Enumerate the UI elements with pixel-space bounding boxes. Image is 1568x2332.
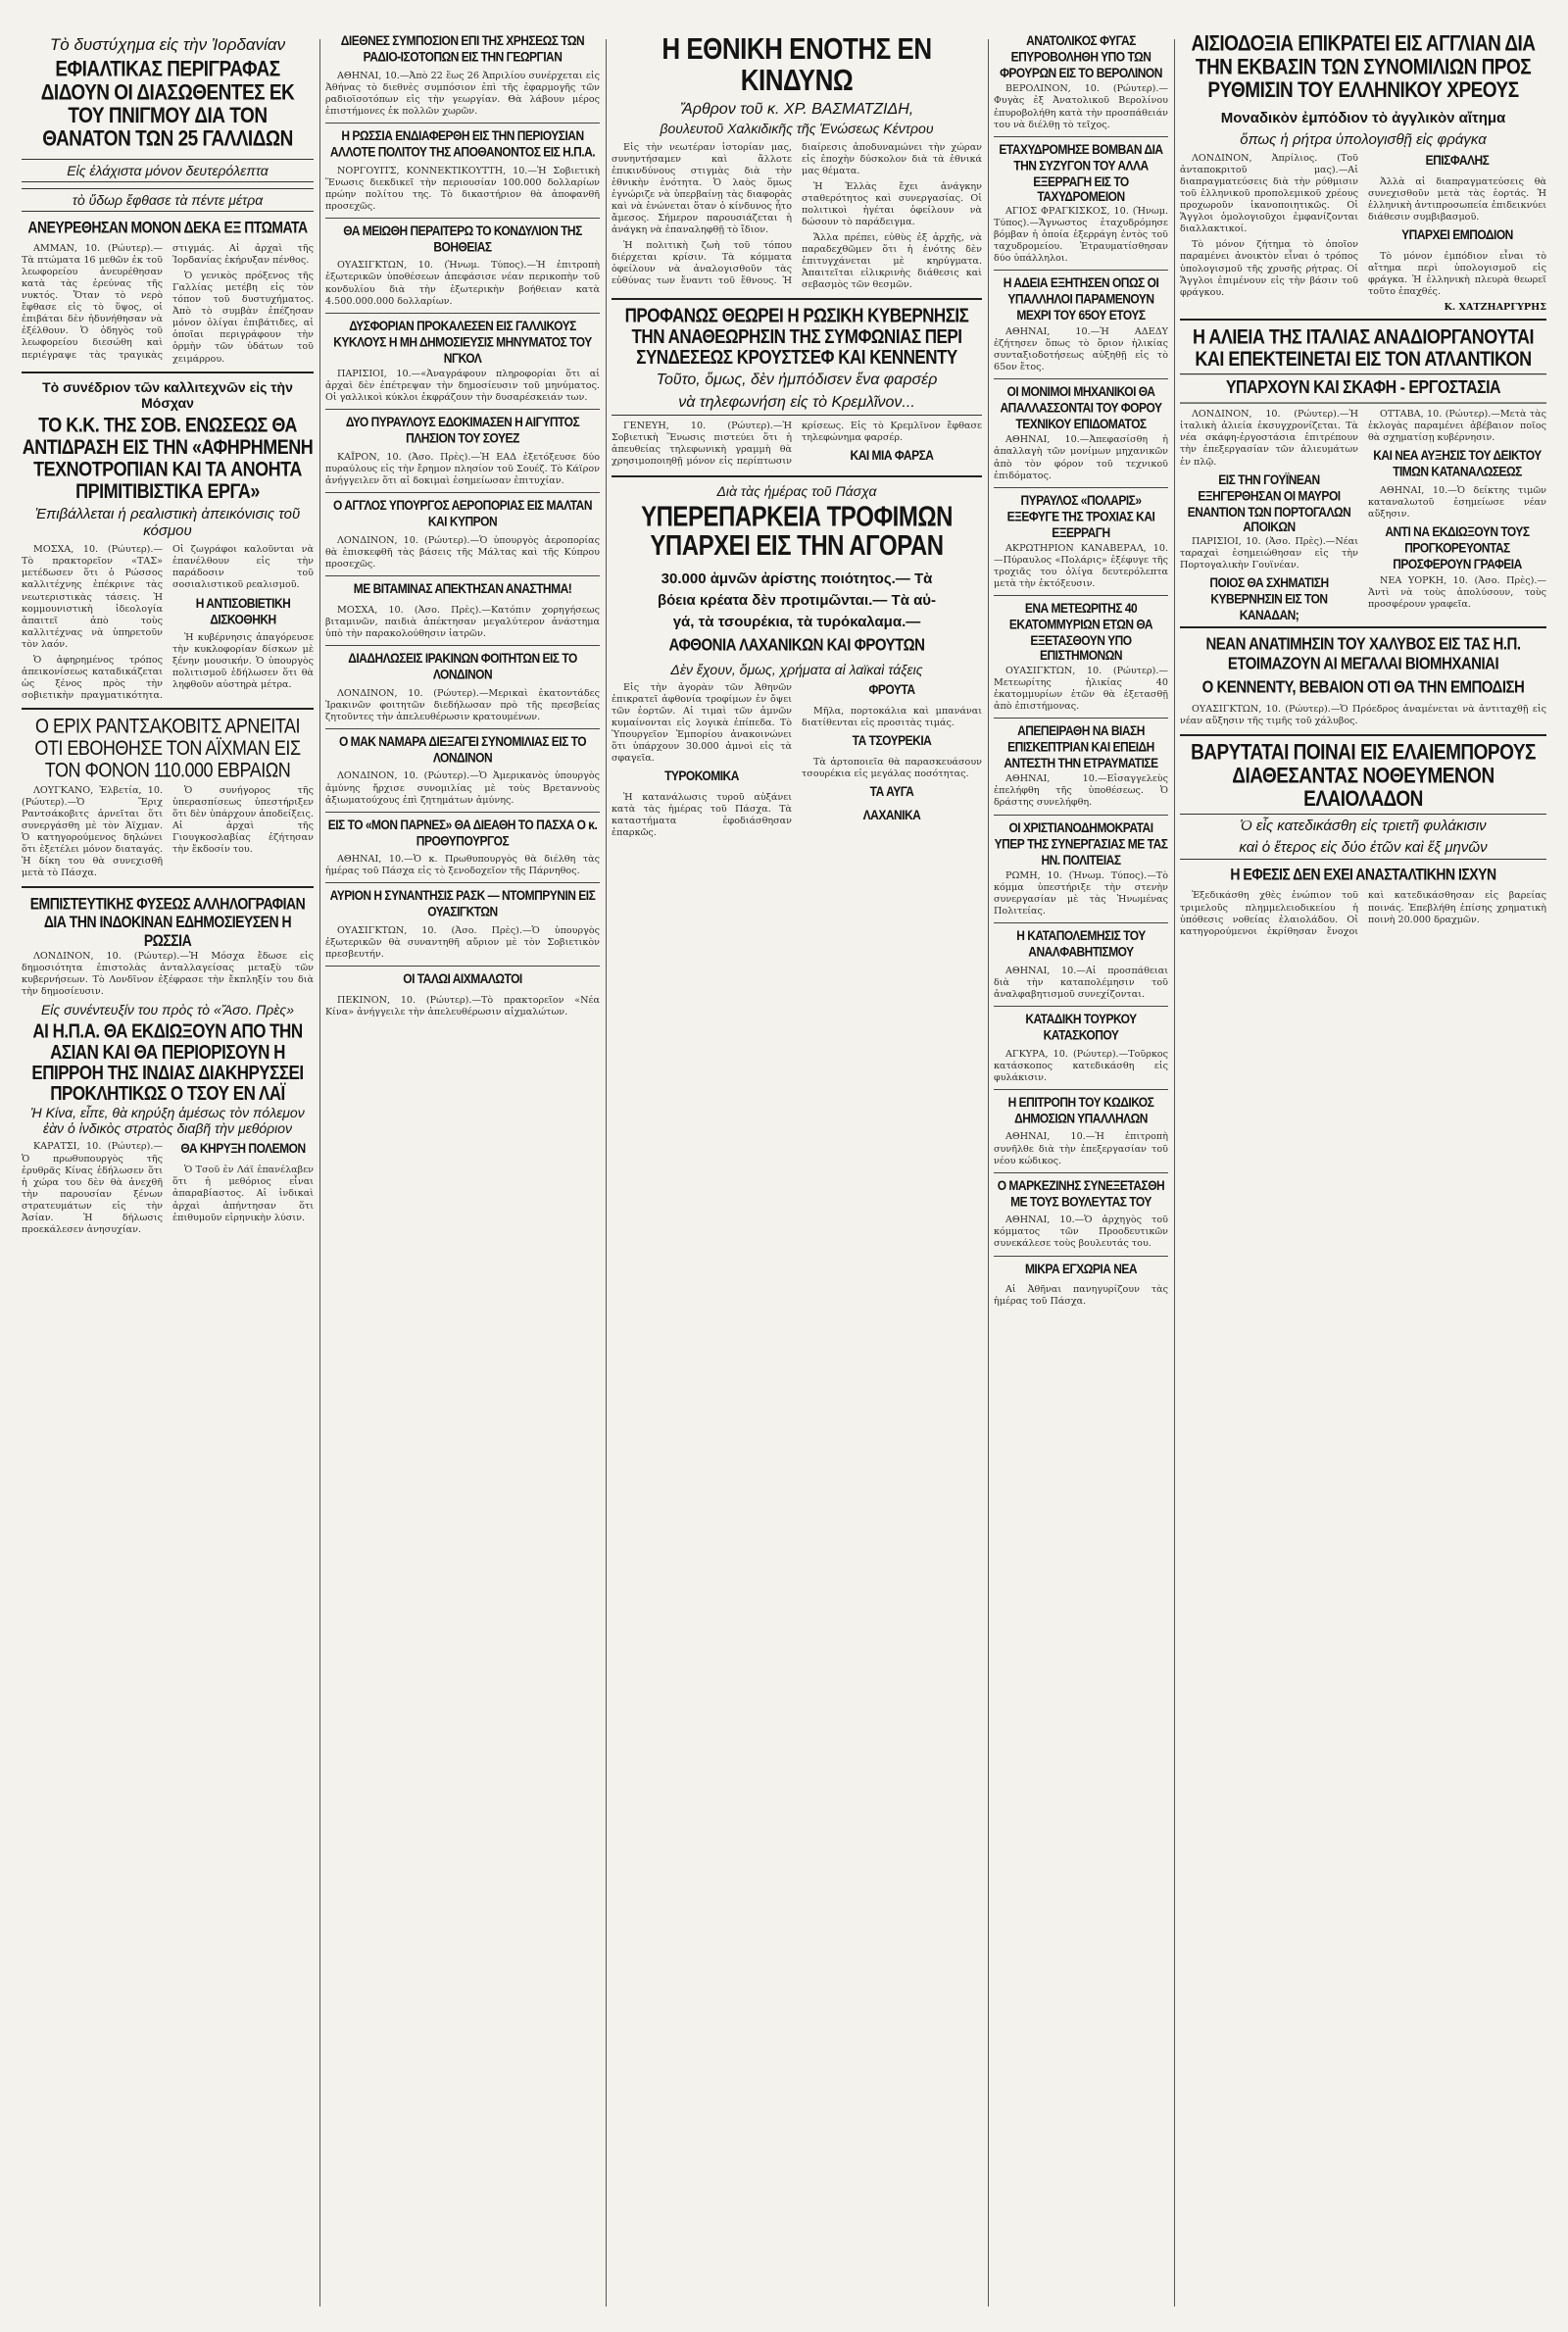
article-signature: Κ. ΧΑΤΖΗΑΡΓΥΡΗΣ xyxy=(1444,302,1546,314)
article-subhead: ΕΠΙΣΦΑΛΗΣ xyxy=(1425,151,1490,169)
article-body: Εἰς τὴν νεωτέραν ἱστορίαν μας, συνηντήσαμεν καὶ ἄλλοτε ἐπικινδύνους στιγμὰς διὰ τὴν ἐθνικὴν ἑνότητα. Ὁ λαὸς ὅμως ἐγνώριζε νὰ ὑπερβαίνῃ τὰς διαφορὰς καὶ νὰ ἑνώνεται ὅταν ὁ κίνδυνος ἦτο ἄμεσος. Σήμερον παρουσιάζεται ἡ ἀνάγκη νὰ ἐπαναληφθῇ τὸ ἴδιον. xyxy=(612,141,792,236)
article-deck: Μοναδικὸν ἐμπόδιον τὸ ἀγγλικὸν αἴτημα xyxy=(1220,109,1506,126)
article-body: ΛΟΝΔΙΝΟΝ, 10. (Ρώυτερ).—Ἡ Μόσχα ἔδωσε εἰς δημοσιότητα ἐπιστολὰς ἀνταλλαγείσας μεταξὺ τῶν κυβερνήσεων. Τὸ Λονδῖνον ἐξέφρασε τὴν ἔκπληξίν του διὰ τὴν δημοσίευσιν. xyxy=(22,950,314,998)
article-body: Ἡ κυβέρνησις ἀπαγόρευσε τὴν κυκλοφορίαν δίσκων μὲ ξένην μουσικήν. Ὁ ὑπουργὸς πολιτισμοῦ ἐδήλωσεν ὅτι θὰ ληφθοῦν αὐστηρὰ μέτρα. xyxy=(172,632,314,691)
article-body: ΛΟΝΔΙΝΟΝ, Ἀπρίλιος. (Τοῦ ἀνταποκριτοῦ μας).—Αἱ διαπραγματεύσεις διὰ τὴν ρύθμισιν τοῦ ἑλληνικοῦ προπολεμικοῦ χρέους προχωροῦν ἱκανοποιητικῶς. Οἱ Ἄγγλοι ὁμολογιοῦχοι ἐμφανίζονται διαλλακτικοί. xyxy=(1180,152,1358,235)
article-kicker: Τὸ συνέδριον τῶν καλλιτεχνῶν εἰς τὴν Μόσχαν xyxy=(42,378,293,411)
article-deck: 30.000 ἀμνῶν ἀρίστης ποιότητος.— Τὰ xyxy=(661,570,933,587)
article-deck: Ὁ εἷς κατεδικάσθη εἰς τριετῆ φυλάκισιν xyxy=(1180,814,1546,834)
article-headline: ΠΥΡΑΥΛΟΣ «ΠΟΛΑΡΙΣ» ΕΞΕΦΥΓΕ ΤΗΣ ΤΡΟΧΙΑΣ ΚΑΙ ΕΞΕΡΡΑΓΗ xyxy=(1006,491,1155,540)
article-body: Ἐξεδικάσθη χθὲς ἐνώπιον τοῦ τριμελοῦς πλημμελειοδικείου ἡ ὑπόθεσις νοθείας ἐλαιολάδου. Οἱ κατηγορούμενοι ἐκρίθησαν ἔνοχοι καὶ κατεδικάσθησαν εἰς βαρείας ποινάς. Ἐπεβλήθη ἐπίσης χρηματικὴ ποινὴ 20.000 δραχμῶν. xyxy=(1180,890,1546,937)
article-body: ΟΥΑΣΙΓΚΤΩΝ, 10. (Ἡνωμ. Τύπος).—Ἡ ἐπιτροπὴ ἐξωτερικῶν ὑποθέσεων ἀπεφάσισε νέαν περικοπὴν τοῦ κονδυλίου διὰ τὴν ἐξωτερικὴν βοήθειαν κατὰ 4.500.000.000 δολλαρίων. xyxy=(325,260,600,307)
article-headline: ΚΑΤΑΔΙΚΗ ΤΟΥΡΚΟΥ ΚΑΤΑΣΚΟΠΟΥ xyxy=(1025,1010,1137,1043)
article-deck: νὰ τηλεφωνήση εἰς τὸ Κρεμλῖνον... xyxy=(612,394,982,416)
article-headline: ΕΝΑ ΜΕΤΕΩΡΙΤΗΣ 40 ΕΚΑΤΟΜΜΥΡΙΩΝ ΕΤΩΝ ΘΑ ΕΞΕΤΑΣΘΟΥΝ ΥΠΟ ΕΠΙΣΤΗΜΟΝΩΝ xyxy=(1008,600,1153,665)
article-body: Μῆλα, πορτοκάλια καὶ μπανάναι διατίθενται εἰς προσιτὰς τιμάς. xyxy=(802,705,982,728)
article-subhead: Η ΕΦΕΣΙΣ ΔΕΝ ΕΧΕΙ ΑΝΑΣΤΑΛΤΙΚΗΝ ΙΣΧΥΝ xyxy=(1230,865,1496,884)
article-subhead: ΘΑ ΚΗΡΥΞΗ ΠΟΛΕΜΟΝ xyxy=(180,1140,306,1157)
article-body: ΑΓΚΥΡΑ, 10. (Ρώυτερ).—Τοῦρκος κατάσκοπος κατεδικάσθη εἰς φυλάκισιν. xyxy=(994,1048,1168,1083)
article-body: ΝΟΡΓΟΥΙΤΣ, ΚΟΝΝΕΚΤΙΚΟΥΤΤΗ, 10.—Ἡ Σοβιετικὴ Ἕνωσις διεκδικεῖ τὴν περιουσίαν 100.000 δολλαρίων πρώην πολίτου της. Τὸ δικαστήριον θὰ ἀποφανθῆ προσεχῶς. xyxy=(325,165,600,212)
article-body: ΚΑΡΑΤΣΙ, 10. (Ρώυτερ).—Ὁ πρωθυπουργὸς τῆς ἐρυθρᾶς Κίνας ἐδήλωσεν ὅτι ἡ χώρα του δὲν θὰ ἀνεχθῆ τὴν παρουσίαν ξένων στρατευμάτων εἰς τὴν Ἀσίαν. Ἡ δήλωσις προεκάλεσεν ἀνησυχίαν. xyxy=(22,1141,163,1236)
article-headline: Η ΚΑΤΑΠΟΛΕΜΗΣΙΣ ΤΟΥ ΑΝΑΛΦΑΒΗΤΙΣΜΟΥ xyxy=(1016,927,1146,960)
article-body: ΒΕΡΟΛΙΝΟΝ, 10. (Ρώυτερ).—Φυγὰς ἐξ Ἀνατολικοῦ Βερολίνου ἐπυροβολήθη κατὰ τὴν προσπάθειάν του νὰ διέλθῃ τὸ τεῖχος. xyxy=(994,83,1168,130)
article-deck: ὅπως ἡ ρήτρα ὑπολογισθῇ εἰς φράγκα xyxy=(1240,130,1487,148)
article-deck: βόεια κρέατα δὲν προτιμῶνται.— Τὰ αὐ- xyxy=(657,591,937,609)
article-headline: ΟΙ ΧΡΙΣΤΙΑΝΟΔΗΜΟΚΡΑΤΑΙ ΥΠΕΡ ΤΗΣ ΣΥΝΕΡΓΑΣΙΑΣ ΜΕ ΤΑΣ ΗΝ. ΠΟΛΙΤΕΙΑΣ xyxy=(994,819,1168,868)
article-deck: Ἐπιβάλλεται ἡ ρεαλιστικὴ ἀπεικόνισις τοῦ κόσμου xyxy=(34,506,301,540)
column-rule xyxy=(1174,39,1175,2307)
article-headline: Η ΑΔΕΙΑ ΕΞΗΤΗΣΕΝ ΟΠΩΣ ΟΙ ΥΠΑΛΛΗΛΟΙ ΠΑΡΑΜΕΝΟΥΝ ΜΕΧΡΙ ΤΟΥ 65ΟΥ ΕΤΟΥΣ xyxy=(1003,274,1159,323)
article-body: ΛΟΝΔΙΝΟΝ, 10. (Ρώυτερ).—Ὁ ὑπουργὸς ἀεροπορίας θὰ ἐπισκεφθῆ τὰς βάσεις τῆς Μάλτας καὶ τῆς Κύπρου προσεχῶς. xyxy=(325,534,600,570)
article-body: Ἡ κατανάλωσις τυροῦ αὐξάνει κατὰ τὰς ἡμέρας τοῦ Πάσχα. Τὰ καταστήματα ἐφοδιάσθησαν ἐπαρκῶς. xyxy=(612,792,792,839)
article-subhead: Η ΑΝΤΙΣΟΒΙΕΤΙΚΗ ΔΙΣΚΟΘΗΚΗ xyxy=(195,594,291,627)
article-byline: Ἄρθρον τοῦ κ. ΧΡ. ΒΑΣΜΑΤΖΙΔΗ, xyxy=(679,100,914,118)
article-body: ΛΟΝΔΙΝΟΝ, 10. (Ρώυτερ).—Ἡ ἰταλικὴ ἁλιεία ἐκσυγχρονίζεται. Τὰ νέα σκάφη-ἐργοστάσια ἐπιτρέπουν τὴν ἐπεξεργασίαν τῶν ἁλιευμάτων ἐν πλῷ. xyxy=(1180,409,1358,468)
article-headline: ΥΠΕΡΕΠΑΡΚΕΙΑ ΤΡΟΦΙΜΩΝ ΥΠΑΡΧΕΙ ΕΙΣ ΤΗΝ ΑΓΟΡΑΝ xyxy=(641,502,953,563)
column-rule xyxy=(319,39,320,2307)
article-body: ΠΑΡΙΣΙΟΙ, 10. (Ἀσο. Πρὲς).—Νέαι ταραχαὶ ἐσημειώθησαν εἰς τὴν Πορτογαλικὴν Γουϊνέαν. xyxy=(1180,535,1358,571)
article-headline: ΠΡΟΦΑΝΩΣ ΘΕΩΡΕΙ Η ΡΩΣΙΚΗ ΚΥΒΕΡΝΗΣΙΣ ΤΗΝ ΑΝΑΘΕΩΡΗΣΙΝ ΤΗΣ ΣΥΜΦΩΝΙΑΣ ΠΕΡΙ ΣΥΝΔΕΣΕΩΣ ΚΡΟΥΣΤΣΕΦ ΚΑΙ ΚΕΝΝΕΝΤΥ xyxy=(624,304,969,368)
article-subhead: ΑΝΕΥΡΕΘΗΣΑΝ ΜΟΝΟΝ ΔΕΚΑ ΕΞ ΠΤΩΜΑΤΑ xyxy=(27,217,308,236)
article-body: ΠΕΚΙΝΟΝ, 10. (Ρώυτερ).—Τὸ πρακτορεῖον «Νέα Κίνα» ἀνήγγειλε τὴν ἀπελευθέρωσιν αἰχμαλώτων. xyxy=(325,995,600,1018)
article-headline: ΑΥΡΙΟΝ Η ΣΥΝΑΝΤΗΣΙΣ ΡΑΣΚ — ΝΤΟΜΠΡΥΝΙΝ ΕΙΣ ΟΥΑΣΙΓΚΤΩΝ xyxy=(329,887,596,920)
article-headline: Ο ΕΡΙΧ ΡΑΝΤΣΑΚΟΒΙΤΣ ΑΡΝΕΙΤΑΙ ΟΤΙ ΕΒΟΗΘΗΣΕ ΤΟΝ ΑΪΧΜΑΝ ΕΙΣ ΤΟΝ ΦΟΝΟΝ 110.000 ΕΒΡΑΙΩΝ xyxy=(34,715,301,782)
article-headline: Ο ΑΓΓΛΟΣ ΥΠΟΥΡΓΟΣ ΑΕΡΟΠΟΡΙΑΣ ΕΙΣ ΜΑΛΤΑΝ ΚΑΙ ΚΥΠΡΟΝ xyxy=(332,496,593,529)
article-kicker: Διὰ τὰς ἡμέρας τοῦ Πάσχα xyxy=(716,483,877,500)
article-body: ΑΘΗΝΑΙ, 10.—Εἰσαγγελεὺς ἐπελήφθη τῆς ὑποθέσεως. Ὁ δράστης συνελήφθη. xyxy=(994,773,1168,809)
article-deck: Ἡ Κίνα, εἶπε, θὰ κηρύξη ἀμέσως τὸν πόλεμον ἐὰν ὁ ἰνδικὸς στρατὸς διαβῆ τὴν μεθόριον xyxy=(30,1105,305,1137)
article-headline: ΕΤΑΧΥΔΡΟΜΗΣΕ ΒΟΜΒΑΝ ΔΙΑ ΤΗΝ ΣΥΖΥΓΟΝ ΤΟΥ ΑΛΛΑ ΕΞΕΡΡΑΓΗ ΕΙΣ ΤΟ ΤΑΧΥΔΡΟΜΕΙΟΝ xyxy=(999,140,1163,205)
article-deck: ΥΠΑΡΧΟΥΝ ΚΑΙ ΣΚΑΦΗ - ΕΡΓΟΣΤΑΣΙΑ xyxy=(1180,373,1546,404)
article-body: ΛΟΥΓΚΑΝΟ, Ἑλβετία, 10. (Ρώυτερ).—Ὁ Ἔριχ Ραντσάκοβιτς ἀρνεῖται ὅτι συνεργάσθη μὲ τὸν Ἀϊχμαν. Ὁ κατηγορούμενος δηλώνει ὅτι ἐξετέλει μόνον διαταγάς. Ἡ δίκη του θὰ συνεχισθῆ μετὰ τὸ Πάσχα. xyxy=(22,784,163,879)
column-2 xyxy=(325,33,600,2312)
article-body: Ἀλλὰ αἱ διαπραγματεύσεις θὰ συνεχισθοῦν μετὰ τὰς ἑορτάς. Ἡ ἑλληνικὴ ἀντιπροσωπεία ἐπιδεικνύει διάθεσιν συμβιβασμοῦ. xyxy=(1368,175,1546,223)
article-headline: Ο ΜΑΡΚΕΖΙΝΗΣ ΣΥΝΕΞΕΤΑΣΘΗ ΜΕ ΤΟΥΣ ΒΟΥΛΕΥΤΑΣ ΤΟΥ xyxy=(997,1176,1165,1210)
article-body: Τὸ μόνον ζήτημα τὸ ὁποῖον παραμένει ἀνοικτὸν εἶναι ὁ τρόπος ὑπολογισμοῦ τῆς χρυσῆς ρήτρας. Οἱ Ἄγγλοι ἐπιμένουν εἰς τὴν βάσιν τοῦ φράγκου. xyxy=(1180,239,1358,298)
article-headline: ΕΙΣ ΤΟ «ΜΟΝ ΠΑΡΝΕΣ» ΘΑ ΔΙΕΑΘΗ ΤΟ ΠΑΣΧΑ Ο κ. ΠΡΟΘΥΠΟΥΡΓΟΣ xyxy=(327,816,598,849)
article-body: Τὰ ἀρτοποιεῖα θὰ παρασκευάσουν τσουρέκια εἰς μεγάλας ποσότητας. xyxy=(802,756,982,779)
article-headline: ΔΥΟ ΠΥΡΑΥΛΟΥΣ ΕΔΟΚΙΜΑΣΕΝ Η ΑΙΓΥΠΤΟΣ ΠΛΗΣΙΟΝ ΤΟΥ ΣΟΥΕΖ xyxy=(345,414,580,446)
article-body: ΑΘΗΝΑΙ, 10.—Ὁ δείκτης τιμῶν καταναλωτοῦ ἐσημείωσε νέαν αὔξησιν. xyxy=(1368,485,1546,521)
article-body: ΝΕΑ ΥΟΡΚΗ, 10. (Ἀσο. Πρὲς).—Ἀντὶ νὰ τοὺς ἀπολύσουν, τοὺς προσφέρουν γραφεῖα. xyxy=(1368,574,1546,610)
article-headline: ΟΙ ΜΟΝΙΜΟΙ ΜΗΧΑΝΙΚΟΙ ΘΑ ΑΠΑΛΛΑΣΣΟΝΤΑΙ ΤΟΥ ΦΟΡΟΥ ΤΕΧΝΙΚΟΥ ΕΠΙΔΟΜΑΤΟΣ xyxy=(1000,382,1162,431)
article-body: Ἡ Ἑλλὰς ἔχει ἀνάγκην σταθερότητος καὶ συνεργασίας. Οἱ πολιτικοὶ ἡγέται ὀφείλουν νὰ δώσουν τὸ παράδειγμα. xyxy=(802,180,982,228)
article-body: ΓΕΝΕΥΗ, 10. (Ρώυτερ).—Ἡ Σοβιετικὴ Ἕνωσις πιστεύει ὅτι ἡ ἀπευθείας τηλεφωνικὴ γραμμὴ θὰ χρησιμοποιηθῇ μόνον εἰς περίπτωσιν κρίσεως. Εἰς τὸ Κρεμλῖνον ἔφθασε τηλεφώνημα φαρσέρ. xyxy=(612,421,982,468)
article-body: Ὁ Τσοῦ ἐν Λάϊ ἐπανέλαβεν ὅτι ἡ μεθόριος εἶναι ἀπαραβίαστος. Αἱ ἰνδικαὶ ἀρχαὶ ἀπήντησαν ὅτι ἐπιθυμοῦν εἰρηνικὴν λύσιν. xyxy=(172,1165,314,1223)
article-body: ΑΘΗΝΑΙ, 10.—Αἱ προσπάθειαι διὰ τὴν καταπολέμησιν τοῦ ἀναλφαβητισμοῦ συνεχίζονται. xyxy=(994,965,1168,1000)
article-subhead: ΤΑ ΤΣΟΥΡΕΚΙΑ xyxy=(852,731,932,749)
article-deck: Ο ΚΕΝΝΕΝΤΥ, ΒΕΒΑΙΟΝ ΟΤΙ ΘΑ ΤΗΝ ΕΜΠΟΔΙΣΗ xyxy=(1201,677,1525,698)
article-subhead: ΚΑΙ ΜΙΑ ΦΑΡΣΑ xyxy=(850,447,934,464)
column-3 xyxy=(612,33,982,2312)
article-headline: ΔΥΣΦΟΡΙΑΝ ΠΡΟΚΑΛΕΣΕΝ ΕΙΣ ΓΑΛΛΙΚΟΥΣ ΚΥΚΛΟΥΣ Η ΜΗ ΔΗΜΟΣΙΕΥΣΙΣ ΜΗΝΥΜΑΤΟΣ ΤΟΥ ΝΓΚΟΛ xyxy=(333,317,592,366)
column-rule xyxy=(988,39,989,2307)
article-body: ΚΑΪΡΟΝ, 10. (Ἀσο. Πρὲς).—Ἡ ΕΑΔ ἐξετόξευσε δύο πυραύλους εἰς τὴν ἔρημον πλησίον τοῦ Σουέζ. Τὸ Κάϊρον ἀνήγγειλεν ὅτι αἱ δοκιμαὶ ἐσημείωσαν ἐπιτυχίαν. xyxy=(325,451,600,487)
article-kicker: Εἰς συνέντευξίν του πρὸς τὸ «Ἄσο. Πρὲς» xyxy=(40,1002,295,1018)
article-body: Ὁ συνήγορος τῆς ὑπερασπίσεως ὑπεστήριξεν ὅτι δὲν ὑπάρχουν ἀποδείξεις. Αἱ ἀρχαὶ τῆς Γιουγκοσλαβίας ἐζήτησαν τὴν ἔκδοσίν του. xyxy=(172,784,314,856)
article-body: Αἱ Ἀθῆναι πανηγυρίζουν τὰς ἡμέρας τοῦ Πάσχα. xyxy=(994,1284,1168,1308)
column-rule xyxy=(606,39,607,2307)
column-5 xyxy=(1180,33,1546,2312)
article-subhead: ΤΥΡΟΚΟΜΙΚΑ xyxy=(664,768,739,784)
article-headline: ΤΟ Κ.Κ. ΤΗΣ ΣΟΒ. ΕΝΩΣΕΩΣ ΘΑ ΑΝΤΙΔΡΑΣΗ ΕΙΣ ΤΗΝ «ΑΦΗΡΗΜΕΝΗ ΤΕΧΝΟΤΡΟΠΙΑΝ ΚΑΙ ΤΑ ΑΝΟΗΤΑ ΠΡΙΜΙΤΙΒΙΣΤΙΚΑ ΕΡΓΑ» xyxy=(22,413,314,502)
article-body: ΟΥΑΣΙΓΚΤΩΝ, 10. (Ρώυτερ).—Ὁ Πρόεδρος ἀναμένεται νὰ ἀντιταχθῇ εἰς νέαν αὔξησιν τῆς τιμῆς τοῦ χάλυβος. xyxy=(1180,704,1546,727)
column-4 xyxy=(994,33,1168,2312)
article-deck: γά, τὰ τσουρέκια, τὰ τυρόκαλαμα.— xyxy=(672,613,921,630)
article-body: ΛΟΝΔΙΝΟΝ, 10. (Ρώυτερ).—Ὁ Ἀμερικανὸς ὑπουργὸς ἀμύνης ἤρχισε συνομιλίας μὲ τοὺς Βρεταννοὺς ἀξιωματούχους ἐπὶ ζητημάτων ἀμύνης. xyxy=(325,770,600,806)
article-deck: Τοῦτο, ὅμως, δὲν ἠμπόδισεν ἕνα φαρσέρ xyxy=(656,372,938,389)
article-subhead: ΦΡΟΥΤΑ xyxy=(868,680,915,698)
article-body: ΑΘΗΝΑΙ, 10.—Ὁ ἀρχηγὸς τοῦ κόμματος τῶν Προοδευτικῶν συνεκάλεσε τοὺς βουλευτάς του. xyxy=(994,1215,1168,1250)
article-byline: βουλευτοῦ Χαλκιδικῆς τῆς Ἑνώσεως Κέντρου xyxy=(660,120,934,136)
article-body: Τὸ μόνον ἐμπόδιον εἶναι τὸ αἴτημα περὶ ὑπολογισμοῦ εἰς φράγκα. Ἡ ἑλληνικὴ πλευρὰ θεωρεῖ τοῦτο ἐπαχθές. xyxy=(1368,250,1546,297)
article-deck: καὶ ὁ ἕτερος εἰς δύο ἐτῶν καὶ ἕξ μηνῶν xyxy=(1180,839,1546,860)
article-body: ΑΘΗΝΑΙ, 10.—Ὁ κ. Πρωθυπουργὸς θὰ διέλθη τὰς ἡμέρας τοῦ Πάσχα εἰς τὸ ξενοδοχεῖον τῆς Πάρνηθος. xyxy=(325,854,600,877)
article-headline: ΜΙΚΡΑ ΕΓΧΩΡΙΑ ΝΕΑ xyxy=(1024,1260,1138,1276)
article-headline: ΔΙΑΔΗΛΩΣΕΙΣ ΙΡΑΚΙΝΩΝ ΦΟΙΤΗΤΩΝ ΕΙΣ ΤΟ ΛΟΝΔΙΝΟΝ xyxy=(348,649,577,682)
article-body: ΑΘΗΝΑΙ, 10.—Ἡ ΑΔΕΔΥ ἐζήτησεν ὅπως τὸ ὅριον ἡλικίας συνταξιοδοτήσεως αὐξηθῇ εἰς τὸ 65ον ἔτος. xyxy=(994,325,1168,372)
column-1 xyxy=(22,33,314,2312)
article-headline: ΚΑΙ ΝΕΑ ΑΥΞΗΣΙΣ ΤΟΥ ΔΕΙΚΤΟΥ ΤΙΜΩΝ ΚΑΤΑΝΑΛΩΣΕΩΣ xyxy=(1373,447,1542,480)
article-body: ΑΓΙΟΣ ΦΡΑΓΚΙΣΚΟΣ, 10. (Ἡνωμ. Τύπος).—Ἄγνωστος ἐταχυδρόμησε βόμβαν ἡ ὁποία ἐξερράγη ἐντὸς τοῦ ταχυδρομείου. Ἐτραυματίσθησαν δύο ὑπάλληλοι. xyxy=(994,205,1168,265)
article-headline: ΟΙ ΤΑΛΩΙ ΑΙΧΜΑΛΩΤΟΙ xyxy=(403,970,522,987)
article-deck: τὸ ὕδωρ ἔφθασε τὰ πέντε μέτρα xyxy=(22,188,314,212)
article-body: Εἰς τὴν ἀγορὰν τῶν Ἀθηνῶν ἐπικρατεῖ ἀφθονία τροφίμων ἐν ὄψει τῶν ἑορτῶν. Αἱ τιμαὶ τῶν ἀμνῶν κυμαίνονται εἰς λογικὰ ἐπίπεδα. Τὸ Ὑπουργεῖον Ἐμπορίου ἀνακοινώνει ὅτι ὑπάρχουν 30.000 ἀμνοὶ εἰς τὰ σφαγεῖα. xyxy=(612,681,792,765)
article-body: ΜΟΣΧΑ, 10. (Ἀσο. Πρὲς).—Κατόπιν χορηγήσεως βιταμινῶν, παιδιὰ ἀπέκτησαν μεγαλύτερον ἀνάστημα ὑπὸ τὴν παρακολούθησιν ἰατρῶν. xyxy=(325,604,600,639)
article-body: ΑΚΡΩΤΗΡΙΟΝ ΚΑΝΑΒΕΡΑΛ, 10.—Πύραυλος «Πολάρις» ἐξέφυγε τῆς τροχιᾶς του ὀλίγα δευτερόλεπτα μετὰ τὴν ἐκτόξευσιν. xyxy=(994,543,1168,590)
article-headline: ΑΝΑΤΟΛΙΚΟΣ ΦΥΓΑΣ ΕΠΥΡΟΒΟΛΗΘΗ ΥΠΟ ΤΩΝ ΦΡΟΥΡΩΝ ΕΙΣ ΤΟ ΒΕΡΟΛΙΝΟΝ xyxy=(1000,33,1162,80)
article-headline: ΔΙΕΘΝΕΣ ΣΥΜΠΟΣΙΟΝ ΕΠΙ ΤΗΣ ΧΡΗΣΕΩΣ ΤΩΝ ΡΑΔΙΟ-ΙΣΟΤΟΠΩΝ ΕΙΣ ΤΗΝ ΓΕΩΡΓΙΑΝ xyxy=(340,33,585,65)
article-headline: ΑΝΤΙ ΝΑ ΕΚΔΙΩΞΟΥΝ ΤΟΥΣ ΠΡΟΓΚΟΡΕΥΟΝΤΑΣ ΠΡΟΣΦΕΡΟΥΝ ΓΡΑΦΕΙΑ xyxy=(1385,523,1530,572)
article-headline: ΕΜΠΙΣΤΕΥΤΙΚΗΣ ΦΥΣΕΩΣ ΑΛΛΗΛΟΓΡΑΦΙΑΝ ΔΙΑ ΤΗΝ ΙΝΔΟΚΙΝΑΝ ΕΔΗΜΟΣΙΕΥΣΕΝ Η ΡΩΣΣΙΑ xyxy=(29,893,306,950)
article-headline: ΝΕΑΝ ΑΝΑΤΙΜΗΣΙΝ ΤΟΥ ΧΑΛΥΒΟΣ ΕΙΣ ΤΑΣ Η.Π. ΕΤΟΙΜΑΖΟΥΝ ΑΙ ΜΕΓΑΛΑΙ ΒΙΟΜΗΧΑΝΙΑΙ xyxy=(1205,633,1521,674)
article-headline: Η ΡΩΣΣΙΑ ΕΝΔΙΑΦΕΡΘΗ ΕΙΣ ΤΗΝ ΠΕΡΙΟΥΣΙΑΝ ΑΛΛΟΤΕ ΠΟΛΙΤΟΥ ΤΗΣ ΑΠΟΘΑΝΟΝΤΟΣ ΕΙΣ Η.Π.Α. xyxy=(329,126,596,160)
article-body: ΜΟΣΧΑ, 10. (Ρώυτερ).— Τὸ πρακτορεῖον «ΤΑΣ» μετέδωσεν ὅτι ὁ Ρώσσος καλλιτέχνης ἐπέκρινε τὰς νεωτεριστικὰς τάσεις. Ἡ κομμουνιστικὴ ἰδεολογία ἀπαιτεῖ ἀπὸ τοὺς καλλιτέχνας νὰ ὑπηρετοῦν τὸν λαόν. xyxy=(22,544,163,650)
article-body: Ὁ ἀφηρημένος τρόπος ἀπεικονίσεως καταδικάζεται ὡς ξένος πρὸς τὴν σοβιετικὴν πραγματικότητα. Οἱ ζωγράφοι καλοῦνται νὰ ἐπανέλθουν εἰς τὴν παράδοσιν τοῦ σοσιαλιστικοῦ ρεαλισμοῦ. xyxy=(22,544,314,702)
article-headline: Η ΑΛΙΕΙΑ ΤΗΣ ΙΤΑΛΙΑΣ ΑΝΑΔΙΟΡΓΑΝΟΥΤΑΙ ΚΑΙ ΕΠΕΚΤΕΙΝΕΤΑΙ ΕΙΣ ΤΟΝ ΑΤΛΑΝΤΙΚΟΝ xyxy=(1193,324,1534,371)
article-deck: Εἰς ἐλάχιστα μόνον δευτερόλεπτα xyxy=(22,159,314,182)
article-body: Ὁ γενικὸς πρόξενος τῆς Γαλλίας μετέβη εἰς τὸν τόπον τοῦ δυστυχήματος. Ἀπὸ τὸ συμβὰν ἐπέζησαν μόνον ὀλίγαι ἐπιβάτιδες, αἱ ὁποῖαι περιγράφουν τὴν ὁρμὴν τῶν ὑδάτων τοῦ χειμάρρου. xyxy=(172,271,314,365)
article-body: ΡΩΜΗ, 10. (Ἡνωμ. Τύπος).—Τὸ κόμμα ὑπεστήριξε τὴν στενὴν συνεργασίαν μὲ τὰς Ἡνωμένας Πολιτείας. xyxy=(994,869,1168,918)
article-headline: ΒΑΡΥΤΑΤΑΙ ΠΟΙΝΑΙ ΕΙΣ ΕΛΑΙΕΜΠΟΡΟΥΣ ΔΙΑΘΕΣΑΝΤΑΣ ΝΟΘΕΥΜΕΝΟΝ ΕΛΑΙΟΛΑΔΟΝ xyxy=(1191,740,1536,812)
article-headline: ΕΦΙΑΛΤΙΚΑΣ ΠΕΡΙΓΡΑΦΑΣ ΔΙΔΟΥΝ ΟΙ ΔΙΑΣΩΘΕΝΤΕΣ ΕΚ ΤΟΥ ΠΝΙΓΜΟΥ ΔΙΑ ΤΟΝ ΘΑΝΑΤΟΝ ΤΩΝ 25 ΓΑΛΛΙΔΩΝ xyxy=(40,57,295,152)
article-headline: Ο ΜΑΚ ΝΑΜΑΡΑ ΔΙΕΞΑΓΕΙ ΣΥΝΟΜΙΛΙΑΣ ΕΙΣ ΤΟ ΛΟΝΔΙΝΟΝ xyxy=(338,732,587,766)
article-body: Ἡ πολιτικὴ ζωὴ τοῦ τόπου διέρχεται κρίσιν. Τὰ κόμματα ὀφείλουν νὰ ἀναλογισθοῦν τὰς εὐθύνας των ἔναντι τοῦ ἔθνους. Ἡ διαίρεσις ἀποδυναμώνει τὴν χώραν εἰς ἐποχὴν δύσκολον διὰ τὰ ἐθνικά μας θέματα. xyxy=(612,141,982,287)
article-subhead: ΛΑΧΑΝΙΚΑ xyxy=(862,806,921,822)
article-body: ΟΥΑΣΙΓΚΤΩΝ, 10. (Ρώυτερ).—Μετεωρίτης ἡλικίας 40 ἑκατομμυρίων ἐτῶν θὰ ἐξετασθῇ ἀπὸ ἐπιστήμονας. xyxy=(994,665,1168,712)
article-subhead: ΑΦΘΟΝΙΑ ΛΑΧΑΝΙΚΩΝ ΚΑΙ ΦΡΟΥΤΩΝ xyxy=(668,634,925,655)
article-body: ΑΜΜΑΝ, 10. (Ρώυτερ).—Τὰ πτώματα 16 μεθῶν ἐκ τοῦ λεωφορείου ἀνευρέθησαν κατὰ τὰς ἐρεύνας τῆς νυκτός. Ὅταν τὸ νερὸ ἔφθασε εἰς τὸ ὕψος, οἱ ἐπιβάται δὲν ἠδυνήθησαν νὰ ἐξέλθουν. Ὁ ὁδηγὸς τοῦ λεωφορείου διεσώθη καὶ περιέγραψε τὰς τραγικὰς στιγμάς. Αἱ ἀρχαὶ τῆς Ἰορδανίας ἐκήρυξαν πένθος. xyxy=(22,242,314,361)
article-kicker: Τὸ δυστύχημα εἰς τὴν Ἰορδανίαν xyxy=(49,35,286,54)
article-headline: ΑΠΕΠΕΙΡΑΘΗ ΝΑ ΒΙΑΣΗ ΕΠΙΣΚΕΠΤΡΙΑΝ ΚΑΙ ΕΠΕΙΔΗ ΑΝΤΕΣΤΗ ΤΗΝ ΕΤΡΑΥΜΑΤΙΣΕ xyxy=(1004,721,1158,770)
feature-headline: Η ΕΘΝΙΚΗ ΕΝΟΤΗΣ ΕΝ ΚΙΝΔΥΝΩ xyxy=(662,33,932,98)
article-body: ΑΘΗΝΑΙ, 10.—Ἀπεφασίσθη ἡ ἀπαλλαγὴ τῶν μονίμων μηχανικῶν ἀπὸ τὸν φόρον τοῦ τεχνικοῦ ἐπιδόματος. xyxy=(994,434,1168,481)
article-deck: Δὲν ἔχουν, ὅμως, χρήματα αἱ λαϊκαὶ τάξεις xyxy=(670,661,923,677)
article-body: ΟΤΤΑΒΑ, 10. (Ρώυτερ).—Μετὰ τὰς ἐκλογὰς παραμένει ἀβέβαιον ποῖος θὰ σχηματίσῃ κυβέρνησιν. xyxy=(1368,409,1546,444)
article-headline: ΑΙΣΙΟΔΟΞΙΑ ΕΠΙΚΡΑΤΕΙ ΕΙΣ ΑΓΓΛΙΑΝ ΔΙΑ ΤΗΝ ΕΚΒΑΣΙΝ ΤΩΝ ΣΥΝΟΜΙΛΙΩΝ ΠΡΟΣ ΡΥΘΜΙΣΙΝ ΤΟΥ ΕΛΛΗΝΙΚΟΥ ΧΡΕΟΥΣ xyxy=(1191,33,1536,103)
article-headline: Η ΕΠΙΤΡΟΠΗ ΤΟΥ ΚΩΔΙΚΟΣ ΔΗΜΟΣΙΩΝ ΥΠΑΛΛΗΛΩΝ xyxy=(1007,1093,1154,1126)
article-headline: ΕΙΣ ΤΗΝ ΓΟΥΪΝΕΑΝ ΕΞΗΓΕΡΘΗΣΑΝ ΟΙ ΜΑΥΡΟΙ ΕΝΑΝΤΙΟΝ ΤΩΝ ΠΟΡΤΟΓΑΛΩΝ ΑΠΟΙΚΩΝ xyxy=(1187,471,1351,535)
article-body: ΠΑΡΙΣΙΟΙ, 10.—«Ἀναγράφουν πληροφορίαι ὅτι αἱ ἀρχαὶ δὲν ἐπέτρεψαν τὴν δημοσίευσιν τοῦ μηνύματος. Οἱ γαλλικοὶ κύκλοι ἐκφράζουν τὴν δυσαρέσκειάν των. xyxy=(325,369,600,404)
article-body: ΟΥΑΣΙΓΚΤΩΝ, 10. (Ἀσο. Πρὲς).—Ὁ ὑπουργὸς ἐξωτερικῶν θὰ συναντηθῆ αὔριον μὲ τὸν Σοβιετικὸν πρεσβευτήν. xyxy=(325,925,600,961)
article-headline: ΜΕ ΒΙΤΑΜΙΝΑΣ ΑΠΕΚΤΗΣΑΝ ΑΝΑΣΤΗΜΑ! xyxy=(353,579,572,597)
article-headline: ΘΑ ΜΕΙΩΘΗ ΠΕΡΑΙΤΕΡΩ ΤΟ ΚΟΝΔΥΛΙΟΝ ΤΗΣ ΒΟΗΘΕΙΑΣ xyxy=(343,222,582,255)
article-body: ΑΘΗΝΑΙ, 10.—Ἡ ἐπιτροπὴ συνῆλθε διὰ τὴν ἐπεξεργασίαν τοῦ νέου κώδικος. xyxy=(994,1131,1168,1166)
article-body: ΑΘΗΝΑΙ, 10.—Ἀπὸ 22 ἕως 26 Ἀπριλίου συνέρχεται εἰς Ἀθήνας τὸ διεθνὲς συμπόσιον ἐπὶ τῆς ἐφαρμογῆς τῶν ραδιοϊσοτόπων εἰς τὴν γεωργίαν. Θὰ λάβουν μέρος ἐπιστήμονες ἐκ πολλῶν χωρῶν. xyxy=(325,70,600,117)
article-headline: ΠΟΙΟΣ ΘΑ ΣΧΗΜΑΤΙΣΗ ΚΥΒΕΡΝΗΣΙΝ ΕΙΣ ΤΟΝ ΚΑΝΑΔΑΝ; xyxy=(1209,573,1329,622)
article-subhead: ΥΠΑΡΧΕΙ ΕΜΠΟΔΙΟΝ xyxy=(1401,225,1513,243)
article-headline: ΑΙ Η.Π.Α. ΘΑ ΕΚΔΙΩΞΟΥΝ ΑΠΟ ΤΗΝ ΑΣΙΑΝ ΚΑΙ ΘΑ ΠΕΡΙΟΡΙΣΟΥΝ Η ΕΠΙΡΡΟΗ ΤΗΣ ΙΝΔΙΑΣ ΔΙΑΚΗΡΥΣΣΕΙ ΠΡΟΚΛΗΤΙΚΩΣ Ο ΤΣΟΥ ΕΝ ΛΑΪ xyxy=(31,1019,304,1105)
article-body: Ἄλλα πρέπει, εὐθὺς ἐξ ἀρχῆς, νὰ παραδεχθῶμεν ὅτι ἡ ἑνότης δὲν ἐπιτυγχάνεται μὲ κηρύγματα. Ἀπαιτεῖται εἰλικρινὴς διάθεσις καὶ σεβασμὸς τῶν θεσμῶν. xyxy=(802,232,982,291)
article-body: ΛΟΝΔΙΝΟΝ, 10. (Ρώυτερ).—Μερικαὶ ἑκατοντάδες Ἰρακινῶν φοιτητῶν διεδήλωσαν πρὸ τῆς πρεσβείας ζητοῦντες τὴν ἀπελευθέρωσιν κρατουμένων. xyxy=(325,687,600,722)
article-subhead: ΤΑ ΑΥΓΑ xyxy=(869,782,914,800)
